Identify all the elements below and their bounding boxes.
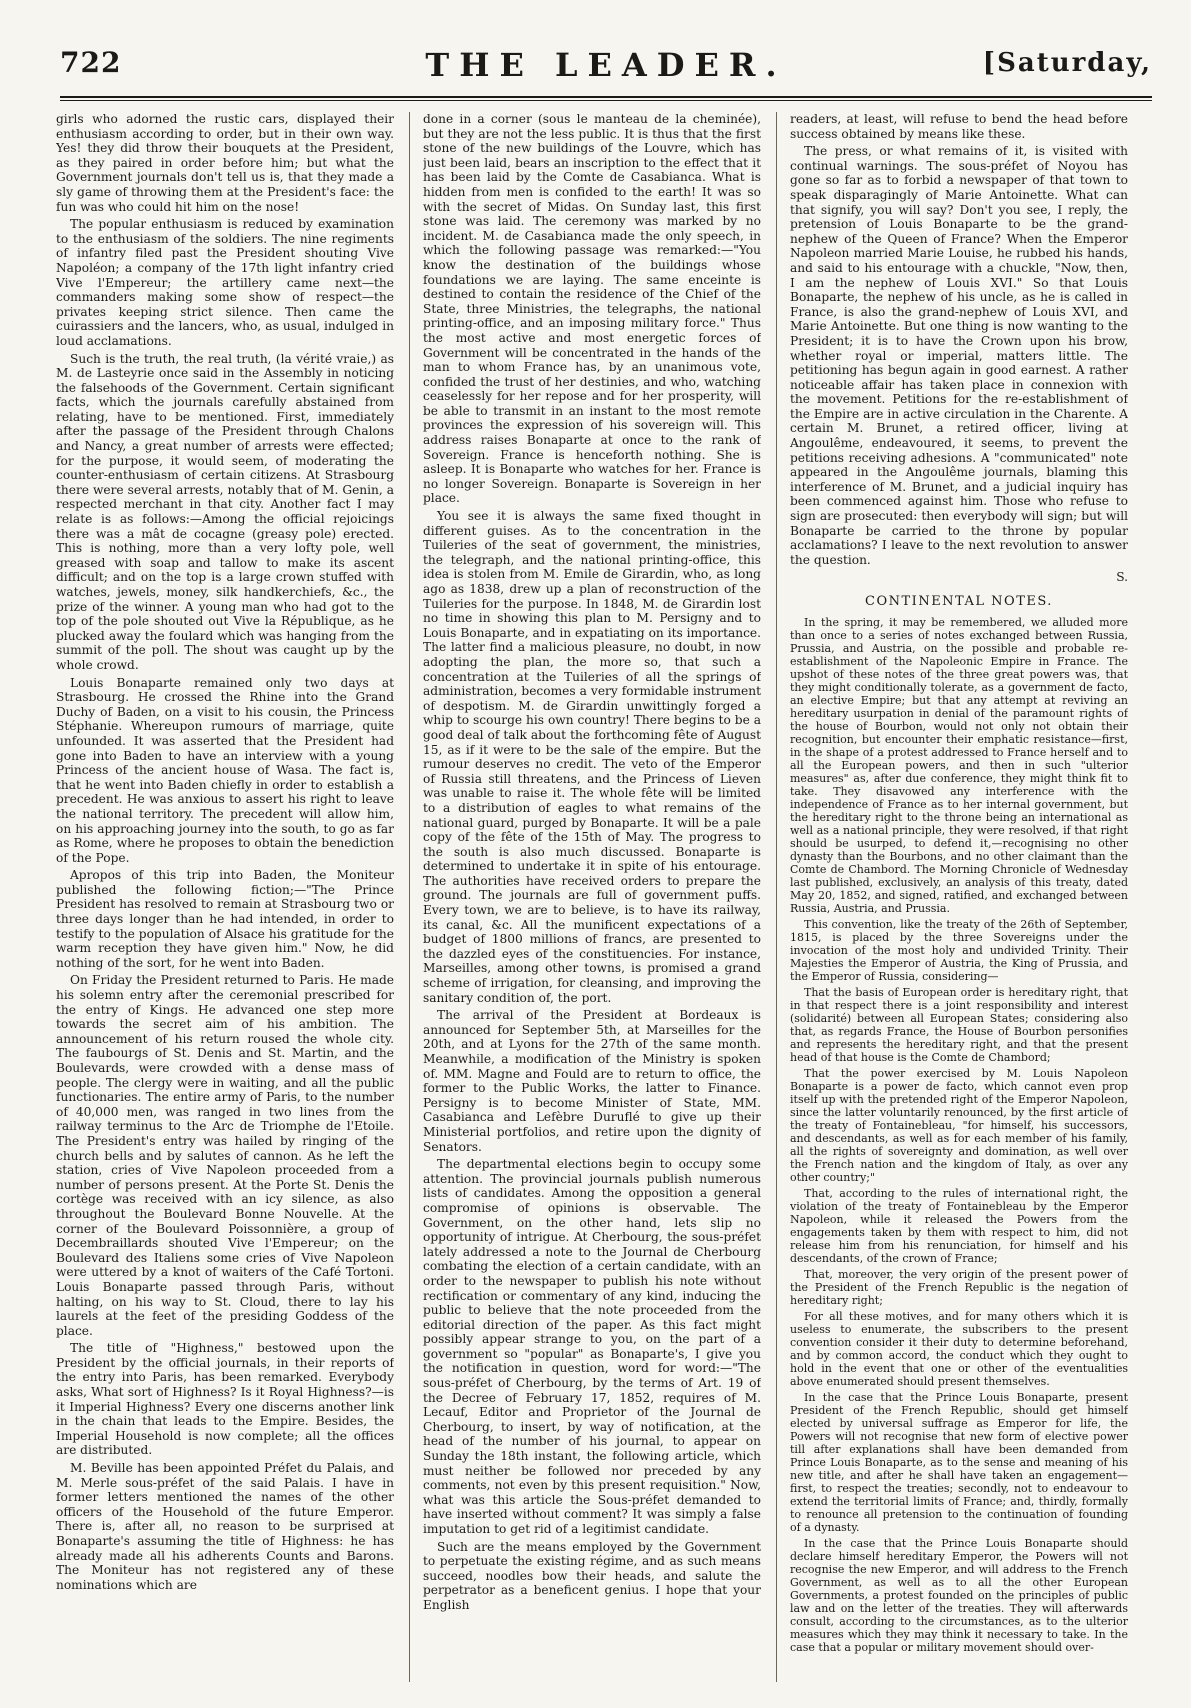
paragraph: M. Beville has been appointed Préfet du Palais, and M. Merle sous-préfet of the said Palais. I have in former letters mentioned the names of the other officers of the Household of the future Emperor. There is, after all, no reason to be surprised at Bonaparte's assuming the title of Highness: he has already made all his adherents Counts and Barons. The Moniteur has not registered any of these nominations which are: [56, 1461, 394, 1592]
paragraph: readers, at least, will refuse to bend the head before success obtained by means like these.: [790, 112, 1128, 141]
masthead-rule: [60, 96, 1152, 98]
issue-day: [Saturday,: [982, 48, 1152, 78]
paragraph: The title of "Highness," bestowed upon the President by the official journals, in their reports of the entry into Paris, has been remarked. Everybody asks, What sort of Highness? Is it Royal Highness?—is it Imperial Highness? Every one discerns another link in the chain that leads to the Empire. Besides, the Imperial Household is now complete; all the offices are distributed.: [56, 1341, 394, 1458]
paragraph: girls who adorned the rustic cars, displayed their enthusiasm according to order, but in their own way. Yes! they did throw their bouquets at the President, as they paired in order before him; but what the Government journals don't tell us is, that they made a sly game of throwing them at the President's face: the fun was who could hit him on the nose!: [56, 112, 394, 214]
column-divider: [409, 112, 410, 1682]
paragraph: Louis Bonaparte remained only two days at Strasbourg. He crossed the Rhine into the Grand Duchy of Baden, on a visit to his cousin, the Princess Stéphanie. Whereupon rumours of marriage, quite unfounded. It was asserted that the President had gone into Baden to have an interview with a young Princess of the ancient house of Wasa. The fact is, that he went into Baden chiefly in order to establish a precedent. He was anxious to assert his right to leave the national territory. The precedent will allow him, on his approaching journey into the south, to go as far as Rome, where he proposes to obtain the benediction of the Pope.: [56, 675, 394, 865]
column-3: [790, 112, 1128, 1682]
paragraph: That, according to the rules of international right, the violation of the treaty of Fontainebleau by the Emperor Napoleon, while it released the Powers from the engagements taken by them with respect to him, did not release him from his renunciation, for himself and his descendants, of the crown of France;: [790, 1186, 1128, 1265]
paragraph: This convention, like the treaty of the 26th of September, 1815, is placed by the three Sovereigns under the invocation of the most holy and undivided Trinity. Their Majesties the Emperor of Austria, the King of Prussia, and the Emperor of Russia, considering—: [790, 917, 1128, 983]
paragraph: That the basis of European order is hereditary right, that in that respect there is a joint responsibility and interest (solidarité) between all European States; considering also that, as regards France, the House of Bourbon personifies and represents the hereditary right, and that the present head of that house is the Comte de Chambord;: [790, 985, 1128, 1064]
column-1: [56, 112, 394, 1682]
paragraph: In the spring, it may be remembered, we alluded more than once to a series of notes exchanged between Russia, Prussia, and Austria, on the possible and probable re-establishment of the Napoleonic Empire in France. The upshot of these notes of the three great powers was, that they might conditionally tolerate, as a government de facto, an elective Empire; but that any attempt at reviving an hereditary usurpation in denial of the paramount rights of the house of Bourbon, would not only not obtain their recognition, but encounter their emphatic resistance—first, in the shape of a protest addressed to France herself and to all the European powers, and then in such "ulterior measures" as, after due conference, they might think fit to take. They disavowed any interference with the independence of France as to her internal government, but the hereditary right to the throne being an international as well as a national principle, they were resolved, if that right should be usurped, to defend it,—recognising no other dynasty than the Bourbons, and no other claimant than the Comte de Chambord. The Morning Chronicle of Wednesday last published, exclusively, an analysis of this treaty, dated May 20, 1852, and signed, ratified, and exchanged between Russia, Austria, and Prussia.: [790, 615, 1128, 915]
masthead-rule-thin: [60, 100, 1152, 101]
paragraph: done in a corner (sous le manteau de la cheminée), but they are not the less public. It is thus that the first stone of the new buildings of the Louvre, which has just been laid, bears an inscription to the effect that it has been laid by the Comte de Casabianca. What is hidden from men is confided to the earth! It was so with the secret of Midas. On Sunday last, this first stone was laid. The ceremony was marked by no incident. M. de Casabianca made the only speech, in which the following passage was remarked:—"You know the destination of the buildings whose foundations we are laying. The same enceinte is destined to contain the residence of the Chief of the State, three Ministries, the telegraphs, the national printing-office, and an imposing military force." Thus the most active and most energetic forces of Government will be concentrated in the hands of the man to whom France has, by an unanimous vote, confided the trust of her destinies, and who, watching ceaselessly for her repose and for her prosperity, will be able to transmit in an instant to the most remote provinces the expression of his sovereign will. This address raises Bonaparte at once to the rank of Sovereign. France is henceforth nothing. She is asleep. It is Bonaparte who watches for her. France is no longer Sovereign. Bonaparte is Sovereign in her place.: [423, 112, 761, 506]
masthead: [60, 44, 1152, 88]
page-number: 722: [60, 46, 122, 79]
paragraph: The popular enthusiasm is reduced by examination to the enthusiasm of the soldiers. The nine regiments of infantry filed past the President shouting Vive Napoléon; a company of the 17th light infantry cried Vive l'Empereur; the artillery came next—the commanders making some show of respect—the privates keeping strict silence. Then came the cuirassiers and the lancers, who, as usual, indulged in loud acclamations.: [56, 217, 394, 348]
column-2: [423, 112, 761, 1682]
paragraph: Apropos of this trip into Baden, the Moniteur published the following fiction;—"The Prince President has resolved to remain at Strasbourg two or three days longer than he had intended, in order to testify to the population of Alsace his gratitude for the warm reception they have given him." Now, he did nothing of the sort, for he went into Baden.: [56, 868, 394, 970]
newspaper-title: THE LEADER.: [425, 46, 787, 84]
section-heading-continental-notes: CONTINENTAL NOTES.: [865, 594, 1053, 609]
paragraph: That the power exercised by M. Louis Napoleon Bonaparte is a power de facto, which cannot even prop itself up with the pretended right of the Emperor Napoleon, since the latter voluntarily renounced, by the first article of the treaty of Fontainebleau, "for himself, his successors, and descendants, as well as for each member of his family, all the rights of sovereignty and domination, as well over the French nation and the kingdom of Italy, as over any other country;": [790, 1066, 1128, 1184]
paragraph: The press, or what remains of it, is visited with continual warnings. The sous-préfet of Noyou has gone so far as to forbid a newspaper of that town to speak disparagingly of Marie Antoinette. What can that signify, you will say? Don't you see, I reply, the pretension of Louis Bonaparte to be the grand-nephew of the Queen of France? When the Emperor Napoleon married Marie Louise, he rubbed his hands, and said to his entourage with a chuckle, "Now, then, I am the nephew of Louis XVI." So that Louis Bonaparte, the nephew of his uncle, as he is called in France, is also the grand-nephew of Louis XVI, and Marie Antoinette. But one thing is now wanting to the President; it is to have the Crown upon his brow, whether royal or imperial, matters little. The petitioning has begun again in good earnest. A rather noticeable affair has taken place in connexion with the movement. Petitions for the re-establishment of the Empire are in active circulation in the Charente. A certain M. Brunet, a retired officer, living at Angoulême, endeavoured, it seems, to prevent the petitions receiving adhesions. A "communicated" note appeared in the Angoulême journals, blaming this interference of M. Brunet, and a judicial inquiry has been commenced against him. Those who refuse to sign are prosecuted: then everybody will sign; but will Bonaparte be carried to the throne by popular acclamations? I leave to the next revolution to answer the question.: [790, 144, 1128, 567]
paragraph: On Friday the President returned to Paris. He made his solemn entry after the ceremonial prescribed for the entry of Kings. He advanced one step more towards the secret aim of his ambition. The announcement of his return roused the whole city. The faubourgs of St. Denis and St. Martin, and the Boulevards, were crowded with a dense mass of people. The clergy were in waiting, and all the public functionaries. The entire army of Paris, to the number of 40,000 men, was ranged in two lines from the railway terminus to the Arc de Triomphe de l'Etoile. The President's entry was hailed by ringing of the church bells and by salutes of cannon. As he left the station, cries of Vive Napoleon proceeded from a number of persons present. At the Porte St. Denis the cortège was received with an icy silence, as also throughout the Boulevard Bonne Nouvelle. At the corner of the Boulevard Poissonnière, a group of Decembraillards shouted Vive l'Empereur; on the Boulevard des Italiens some cries of Vive Napoleon were uttered by a knot of waiters of the Café Tortoni. Louis Bonaparte passed through Paris, without halting, on his way to St. Cloud, there to lay his laurels at the feet of the presiding Goddess of the place.: [56, 973, 394, 1338]
paragraph: In the case that the Prince Louis Bonaparte, present President of the French Republic, should get himself elected by universal suffrage as Emperor for life, the Powers will not recognise that new form of elective power till after explanations shall have been demanded from Prince Louis Bonaparte, as to the sense and meaning of his new title, and after he shall have taken an engagement—first, to respect the treaties; secondly, not to endeavour to extend the territorial limits of France; and, thirdly, formally to renounce all pretension to the continuation of founding of a dynasty.: [790, 1390, 1128, 1534]
letter-signature: S.: [1116, 570, 1128, 585]
paragraph: The departmental elections begin to occupy some attention. The provincial journals publish numerous lists of candidates. Among the opposition a general compromise of opinions is observable. The Government, on the other hand, lets slip no opportunity of intrigue. At Cherbourg, the sous-préfet lately addressed a note to the Journal de Cherbourg combating the election of a certain candidate, with an order to the newspaper to publish his note without rectification or commentary of any kind, inducing the public to believe that the note proceeded from the editorial direction of the paper. As this fact might possibly appear strange to you, on the part of a government so "popular" as Bonaparte's, I give you the notification in question, word for word:—"The sous-préfet of Cherbourg, by the terms of Art. 19 of the Decree of February 17, 1852, requires of M. Lecauf, Editor and Proprietor of the Journal de Cherbourg, to insert, by way of notification, at the head of the number of his journal, to appear on Sunday the 18th instant, the following article, which must neither be followed nor preceded by any comments, not even by this present requisition." Now, what was this article the Sous-préfet demanded to have inserted without comment? It was simply a false imputation to get rid of a legitimist candidate.: [423, 1157, 761, 1536]
column-divider: [776, 112, 777, 1682]
paragraph: The arrival of the President at Bordeaux is announced for September 5th, at Marseilles for the 20th, and at Lyons for the 27th of the same month. Meanwhile, a modification of the Ministry is spoken of. MM. Magne and Fould are to return to office, the former to the Public Works, the latter to Finance. Persigny is to become Minister of State, MM. Casabianca and Lefèbre Duruflé to give up their Ministerial portfolios, and retire upon the dignity of Senators.: [423, 1008, 761, 1154]
paragraph: You see it is always the same fixed thought in different guises. As to the concentration in the Tuileries of the seat of government, the ministries, the telegraph, and the national printing-office, this idea is stolen from M. Emile de Girardin, who, as long ago as 1838, drew up a plan of reconstruction of the Tuileries for the purpose. In 1848, M. de Girardin lost no time in showing this plan to M. Persigny and to Louis Bonaparte, and in expatiating on its importance. The latter find a malicious pleasure, no doubt, in now adopting the plan, the more so, that such a concentration at the Tuileries of all the springs of administration, becomes a very formidable instrument of despotism. M. de Girardin unwittingly forged a whip to scourge his own country! There begins to be a good deal of talk about the forthcoming fête of August 15, as if it were to be the sale of the empire. But the rumour deserves no credit. The veto of the Emperor of Russia still threatens, and the Princess of Lieven was unable to raise it. The whole fête will be limited to a distribution of eagles to what remains of the national guard, purged by Bonaparte. It will be a pale copy of the fête of the 15th of May. The progress to the south is also much discussed. Bonaparte is determined to undertake it in spite of his entourage. The authorities have received orders to prepare the ground. The journals are full of government puffs. Every town, we are to believe, is to have its railway, its canal, &c. All the munificent expectations of a budget of 1800 millions of francs, are presented to the dazzled eyes of the constituencies. For instance, Marseilles, among other towns, is promised a grand scheme of irrigation, for cleansing, and improving the sanitary condition of, the port.: [423, 509, 761, 1005]
paragraph: That, moreover, the very origin of the present power of the President of the French Republic is the negation of hereditary right;: [790, 1267, 1128, 1307]
paragraph: For all these motives, and for many others which it is useless to enumerate, the subscribers to the present convention consider it their duty to determine beforehand, and by common accord, the conduct which they ought to hold in the event that one or other of the eventualities above enumerated should present themselves.: [790, 1309, 1128, 1388]
paragraph: In the case that the Prince Louis Bonaparte should declare himself hereditary Emperor, the Powers will not recognise the new Emperor, and will address to the French Government, as well as to all the other European Governments, a protest founded on the principles of public law and on the letter of the treaties. They will afterwards consult, according to the circumstances, as to the ulterior measures which they may think it necessary to take. In the case that a popular or military movement should over-: [790, 1536, 1128, 1654]
paragraph: Such is the truth, the real truth, (la vérité vraie,) as M. de Lasteyrie once said in the Assembly in noticing the falsehoods of the Government. Certain significant facts, which the journals carefully abstained from relating, have to be mentioned. First, immediately after the passage of the President through Chalons and Nancy, a great number of arrests were effected; for the purpose, it would seem, of moderating the counter-enthusiasm of certain citizens. At Strasbourg there were several arrests, notably that of M. Genin, a respected merchant in that city. Another fact I may relate is as follows:—Among the official rejoicings there was a mât de cocagne (greasy pole) erected. This is nothing, more than a very lofty pole, well greased with soap and tallow to make its ascent difficult; and on the top is a large crown stuffed with watches, jewels, money, silk handkerchiefs, &c., the prize of the winner. A young man who had got to the top of the pole shouted out Vive la République, as he plucked away the foulard which was hanging from the summit of the poll. The shout was caught up by the whole crowd.: [56, 351, 394, 672]
paragraph: Such are the means employed by the Government to perpetuate the existing régime, and as such means succeed, noodles bow their heads, and salute the perpetrator as a beneficent genius. I hope that your English: [423, 1539, 761, 1612]
